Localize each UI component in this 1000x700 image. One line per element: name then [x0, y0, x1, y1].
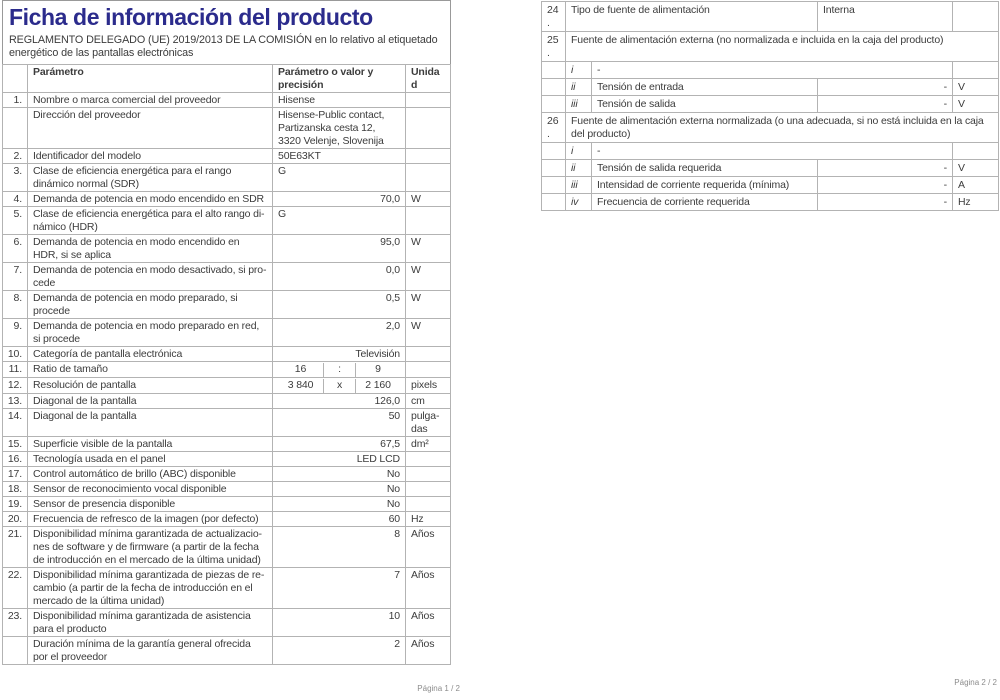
- value-part: 2 160: [355, 379, 400, 393]
- row-label: Demanda de potencia en modo encendido en HDR, si se aplica: [28, 235, 273, 263]
- table-row: [3, 93, 451, 108]
- row-unit: Años: [406, 568, 451, 609]
- row-label: Frecuencia de corriente requerida: [592, 194, 818, 211]
- row-number: 4.: [3, 192, 28, 207]
- row-value: 95,0: [273, 235, 406, 263]
- row-value: Hisense: [273, 93, 406, 108]
- row-unit: [953, 143, 999, 160]
- row-number: 12.: [3, 378, 28, 394]
- row-label: Tipo de fuente de alimentación: [566, 2, 818, 32]
- table-row: [3, 452, 451, 467]
- table-row: [3, 149, 451, 164]
- row-unit: Años: [406, 609, 451, 637]
- row-value: G: [273, 207, 406, 235]
- row-number: 20.: [3, 512, 28, 527]
- row-label: Disponibilidad mínima garantizada de actualizaciones de software y de firmware (a partir de la fecha de introducción en el mercado de la última unidad): [28, 527, 273, 568]
- row-value-split: [273, 378, 406, 394]
- row-label: Demanda de potencia en modo encendido en SDR: [28, 192, 273, 207]
- row-number: [3, 637, 28, 665]
- row-unit: cm: [406, 394, 451, 409]
- table-row: [542, 160, 999, 177]
- row-unit: [406, 362, 451, 378]
- row-number: [542, 62, 566, 79]
- row-unit: [406, 207, 451, 235]
- row-label: Tensión de salida requerida: [592, 160, 818, 177]
- product-fiche-table-page2: [541, 1, 999, 211]
- row-number: 3.: [3, 164, 28, 192]
- row-value: No: [273, 482, 406, 497]
- row-unit: W: [406, 319, 451, 347]
- row-subindex: iv: [566, 194, 592, 211]
- row-subindex: i: [566, 62, 592, 79]
- row-value: Hisense-Public contact, Partizanska cesta 12, 3320 Velenje, Slovenija: [273, 108, 406, 149]
- table-row: [542, 2, 999, 32]
- row-value: 2,0: [273, 319, 406, 347]
- row-label: Diagonal de la pantalla: [28, 409, 273, 437]
- row-unit: A: [953, 177, 999, 194]
- split-values: [278, 363, 400, 377]
- row-unit: V: [953, 96, 999, 113]
- row-label: Control automático de brillo (ABC) disponible: [28, 467, 273, 482]
- table-row: [542, 177, 999, 194]
- row-value: 126,0: [273, 394, 406, 409]
- row-label: Sensor de reconocimiento vocal disponible: [28, 482, 273, 497]
- table-row: [3, 482, 451, 497]
- page-1: [2, 0, 460, 700]
- row-unit: [953, 62, 999, 79]
- table-row: [3, 319, 451, 347]
- row-subindex: iii: [566, 96, 592, 113]
- row-label: Nombre o marca comercial del proveedor: [28, 93, 273, 108]
- row-unit: Años: [406, 637, 451, 665]
- table-row: [3, 362, 451, 378]
- table-row: [542, 62, 999, 79]
- row-value: -: [818, 79, 953, 96]
- page1-footer: Página 1 / 2: [417, 684, 460, 693]
- table-row: [3, 235, 451, 263]
- table-row: [3, 467, 451, 482]
- row-label: Sensor de presencia disponible: [28, 497, 273, 512]
- table-row: [3, 263, 451, 291]
- row-number: 26.: [542, 113, 566, 143]
- row-value: -: [818, 177, 953, 194]
- header-parametro: Parámetro: [28, 65, 273, 93]
- row-label: Dirección del proveedor: [28, 108, 273, 149]
- row-number: 6.: [3, 235, 28, 263]
- row-label: Categoría de pantalla electrónica: [28, 347, 273, 362]
- row-number: [542, 177, 566, 194]
- row-label: Resolución de pantalla: [28, 378, 273, 394]
- row-subindex: ii: [566, 79, 592, 96]
- product-fiche-table-page1: [2, 64, 451, 665]
- row-label: -: [592, 62, 953, 79]
- row-label: Demanda de potencia en modo desactivado, si procede: [28, 263, 273, 291]
- header-number: [3, 65, 28, 93]
- row-subindex: ii: [566, 160, 592, 177]
- row-label: Demanda de potencia en modo preparado, si procede: [28, 291, 273, 319]
- header-row: [3, 65, 451, 93]
- row-label: Ratio de tamaño: [28, 362, 273, 378]
- row-unit: [406, 347, 451, 362]
- row-unit: Años: [406, 527, 451, 568]
- row-unit: W: [406, 263, 451, 291]
- row-value: 2: [273, 637, 406, 665]
- row-number: 22.: [3, 568, 28, 609]
- row-value: -: [818, 160, 953, 177]
- row-number: 13.: [3, 394, 28, 409]
- row-value: 70,0: [273, 192, 406, 207]
- row-value: 50: [273, 409, 406, 437]
- row-unit: [406, 452, 451, 467]
- row-label: Diagonal de la pantalla: [28, 394, 273, 409]
- header-unidad: Unidad: [406, 65, 451, 93]
- table-row: [542, 113, 999, 143]
- row-value: 67,5: [273, 437, 406, 452]
- row-value: -: [818, 96, 953, 113]
- row-number: 7.: [3, 263, 28, 291]
- row-label-span: Fuente de alimentación externa normalizada (o una adecuada, si no está incluida en la caja del producto): [566, 113, 999, 143]
- row-number: [542, 143, 566, 160]
- value-part: 16: [294, 363, 307, 375]
- row-unit: Hz: [406, 512, 451, 527]
- row-number: 23.: [3, 609, 28, 637]
- table-row: [3, 378, 451, 394]
- table-row: [3, 527, 451, 568]
- table-row: [3, 568, 451, 609]
- row-number: 19.: [3, 497, 28, 512]
- row-number: 25.: [542, 32, 566, 62]
- row-number: [542, 96, 566, 113]
- row-number: 8.: [3, 291, 28, 319]
- row-number: [542, 79, 566, 96]
- row-value: 10: [273, 609, 406, 637]
- row-label: Intensidad de corriente requerida (mínima): [592, 177, 818, 194]
- row-unit: [406, 93, 451, 108]
- row-number: 15.: [3, 437, 28, 452]
- row-value: No: [273, 497, 406, 512]
- row-value: No: [273, 467, 406, 482]
- row-value: Interna: [818, 2, 953, 32]
- table-row: [3, 409, 451, 437]
- table-row: [542, 32, 999, 62]
- table-row: [3, 164, 451, 192]
- value-part: 3 840: [287, 379, 314, 391]
- header-valor: Parámetro o valor y precisión: [273, 65, 406, 93]
- page-2: [541, 1, 998, 211]
- row-label: Disponibilidad mínima garantizada de asistencia para el producto: [28, 609, 273, 637]
- row-unit: [406, 497, 451, 512]
- row-unit: [406, 164, 451, 192]
- table-row: [3, 347, 451, 362]
- row-value: 7: [273, 568, 406, 609]
- row-label: Disponibilidad mínima garantizada de piezas de recambio (a partir de la fecha de introducción en el mercado de la última unidad): [28, 568, 273, 609]
- table-row: [3, 437, 451, 452]
- row-value: 50E63KT: [273, 149, 406, 164]
- row-value: LED LCD: [273, 452, 406, 467]
- table-row: [3, 609, 451, 637]
- row-unit: [406, 108, 451, 149]
- row-number: 14.: [3, 409, 28, 437]
- row-value: 0,5: [273, 291, 406, 319]
- row-unit: pulgadas: [406, 409, 451, 437]
- page-title: Ficha de información del producto: [9, 4, 373, 30]
- row-label: Clase de eficiencia energética para el alto rango dinámico (HDR): [28, 207, 273, 235]
- row-number: 18.: [3, 482, 28, 497]
- row-unit: [406, 149, 451, 164]
- row-value: G: [273, 164, 406, 192]
- row-unit: [406, 482, 451, 497]
- row-value: 0,0: [273, 263, 406, 291]
- table-row: [3, 497, 451, 512]
- row-number: 5.: [3, 207, 28, 235]
- row-unit: W: [406, 291, 451, 319]
- row-label: Tensión de salida: [592, 96, 818, 113]
- title-block: [2, 0, 451, 64]
- row-number: 24.: [542, 2, 566, 32]
- row-number: [542, 194, 566, 211]
- table-row: [3, 192, 451, 207]
- row-number: [542, 160, 566, 177]
- row-value: Televisión: [273, 347, 406, 362]
- row-unit: [953, 2, 999, 32]
- page-subtitle: REGLAMENTO DELEGADO (UE) 2019/2013 DE LA COMISIÓN en lo relativo al etiquetado energético de las pantallas electrónicas: [9, 34, 438, 59]
- value-part: x: [323, 379, 355, 393]
- table-row: [3, 512, 451, 527]
- row-value: 8: [273, 527, 406, 568]
- row-value-split: [273, 362, 406, 378]
- row-value: -: [818, 194, 953, 211]
- row-unit: V: [953, 160, 999, 177]
- table-row: [3, 207, 451, 235]
- row-number: 17.: [3, 467, 28, 482]
- table-row: [3, 637, 451, 665]
- row-unit: pixels: [406, 378, 451, 394]
- row-label: Demanda de potencia en modo preparado en red, si procede: [28, 319, 273, 347]
- row-unit: Hz: [953, 194, 999, 211]
- row-subindex: iii: [566, 177, 592, 194]
- row-number: 1.: [3, 93, 28, 108]
- table-row: [3, 394, 451, 409]
- page2-footer: Página 2 / 2: [954, 678, 997, 687]
- table-row: [542, 194, 999, 211]
- row-number: 16.: [3, 452, 28, 467]
- row-label: Identificador del modelo: [28, 149, 273, 164]
- row-subindex: i: [566, 143, 592, 160]
- row-unit: V: [953, 79, 999, 96]
- row-label: Clase de eficiencia energética para el rango dinámico normal (SDR): [28, 164, 273, 192]
- value-part: :: [323, 363, 355, 377]
- row-label: Tensión de entrada: [592, 79, 818, 96]
- row-unit: W: [406, 235, 451, 263]
- row-number: 2.: [3, 149, 28, 164]
- row-number: 21.: [3, 527, 28, 568]
- split-values: [278, 379, 400, 393]
- row-label: Superficie visible de la pantalla: [28, 437, 273, 452]
- table-row: [542, 79, 999, 96]
- value-part: 9: [355, 363, 400, 377]
- row-unit: [406, 467, 451, 482]
- row-number: [3, 108, 28, 149]
- row-unit: dm²: [406, 437, 451, 452]
- table-row: [3, 291, 451, 319]
- row-label: Duración mínima de la garantía general ofrecida por el proveedor: [28, 637, 273, 665]
- table-row: [542, 143, 999, 160]
- row-number: 10.: [3, 347, 28, 362]
- row-number: 9.: [3, 319, 28, 347]
- table-row: [542, 96, 999, 113]
- row-unit: W: [406, 192, 451, 207]
- row-label: -: [592, 143, 953, 160]
- row-number: 11.: [3, 362, 28, 378]
- row-value: 60: [273, 512, 406, 527]
- row-label-span: Fuente de alimentación externa (no normalizada e incluida en la caja del producto): [566, 32, 999, 62]
- row-label: Tecnología usada en el panel: [28, 452, 273, 467]
- table-row: [3, 108, 451, 149]
- row-label: Frecuencia de refresco de la imagen (por defecto): [28, 512, 273, 527]
